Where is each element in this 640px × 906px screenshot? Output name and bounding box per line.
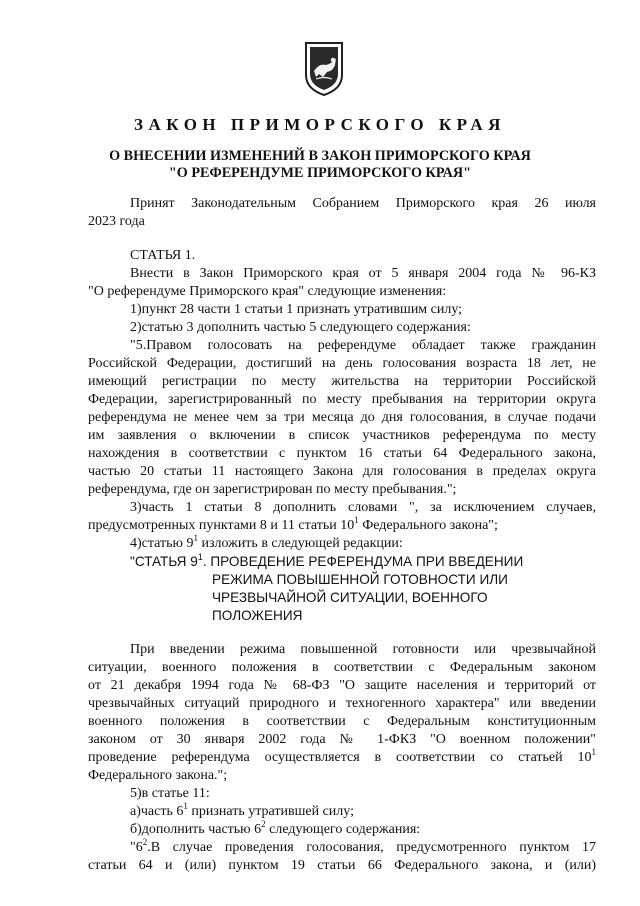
article-9-1-heading: ЧРЕЗВЫЧАЙНОЙ СИТУАЦИИ, ВОЕННОГО bbox=[212, 590, 488, 605]
article-9-1-heading: РЕЖИМА ПОВЫШЕННОЙ ГОТОВНОСТИ ИЛИ bbox=[212, 572, 508, 587]
body-line: 2)статью 3 дополнить частью 5 следующего содержания: bbox=[130, 320, 471, 335]
body-line: При введении режима повышенной готовности или чрезвычайной bbox=[130, 642, 596, 657]
body-line: частью 20 статьи 11 настоящего Закона для голосования в пределах округа bbox=[88, 464, 596, 479]
article-9-1-heading: "СТАТЬЯ $9^1$. ПРОВЕДЕНИЕ РЕФЕРЕНДУМА ПРИ ВВЕДЕНИИ bbox=[130, 552, 524, 569]
article-1-heading: СТАТЬЯ 1. bbox=[130, 248, 196, 263]
body-line: Внести в Закон Приморского края от 5 января 2004 года № 96-КЗ bbox=[130, 266, 596, 281]
adopted-line-2: 2023 года bbox=[88, 214, 145, 229]
body-line: Федерального закона."; bbox=[88, 768, 228, 783]
body-line: законом от 30 января 2002 года № 1-ФКЗ "О военном положении" bbox=[88, 732, 596, 747]
subtitle-line-2: "О РЕФЕРЕНДУМЕ ПРИМОРСКОГО КРАЯ" bbox=[168, 165, 472, 181]
body-line: Федерации, зарегистрированный по месту пребывания на территории округа bbox=[88, 392, 596, 407]
body-line: им заявления о включении в список участников референдума по месту bbox=[88, 428, 596, 443]
body-line: предусмотренных пунктами 8 и 11 статьи $10^1$ Федерального закона"; bbox=[88, 515, 498, 533]
body-line: чрезвычайных ситуаций природного и техногенного характера" или введении bbox=[88, 696, 596, 711]
subtitle-line-1: О ВНЕСЕНИИ ИЗМЕНЕНИЙ В ЗАКОН ПРИМОРСКОГО КРАЯ bbox=[109, 148, 531, 164]
body-line: нахождения в соответствии с пунктом 16 статьи 64 Федерального закона, bbox=[88, 446, 596, 461]
body-line: статьи 64 и (или) пунктом 19 статьи 66 Федерального закона, и (или) bbox=[88, 858, 596, 873]
article-9-1-heading: ПОЛОЖЕНИЯ bbox=[212, 608, 303, 623]
coat-of-arms-emblem bbox=[303, 41, 345, 97]
adopted-line-1: Принят Законодательным Собранием Приморского края 26 июля bbox=[130, 196, 596, 211]
body-line: референдума не менее чем за три месяца до дня голосования, в случае подачи bbox=[88, 410, 596, 425]
document-title: ЗАКОН ПРИМОРСКОГО КРАЯ bbox=[134, 115, 506, 134]
body-line: 3)часть 1 статьи 8 дополнить словами ", за исключением случаев, bbox=[130, 500, 596, 515]
body-line: военного положения в соответствии с Федеральным конституционным bbox=[88, 714, 596, 729]
body-line: 4)статью $9^1$ изложить в следующей редакции: bbox=[130, 533, 403, 551]
body-line: 5)в статье 11: bbox=[130, 786, 210, 801]
body-line: референдума, где он зарегистрирован по месту пребывания."; bbox=[88, 482, 457, 497]
body-line: б)дополнить частью $6^2$ следующего содержания: bbox=[130, 819, 421, 837]
body-line: а)часть $6^1$ признать утратившей силу; bbox=[130, 801, 354, 819]
body-line: "О референдуме Приморского края" следующие изменения: bbox=[88, 284, 447, 299]
body-line: ситуации, военного положения в соответствии с Федеральным законом bbox=[88, 660, 596, 675]
body-line: имеющий регистрации по месту жительства на территории Российской bbox=[88, 374, 596, 389]
body-line: от 21 декабря 1994 года № 68-ФЗ "О защите населения и территорий от bbox=[88, 678, 596, 693]
body-line: "$6^2.В$ случае проведения голосования, предусмотренного пунктом 17 bbox=[130, 837, 596, 855]
body-line: 1)пункт 28 части 1 статьи 1 признать утратившим силу; bbox=[130, 302, 463, 317]
body-line: "5.Правом голосовать на референдуме обладает также гражданин bbox=[130, 338, 596, 353]
body-line: проведение референдума осуществляется в соответствии со статьей $10^1$ bbox=[88, 747, 596, 765]
body-line: Российской Федерации, достигший на день голосования возраста 18 лет, не bbox=[88, 356, 596, 371]
document-subtitle bbox=[90, 148, 550, 182]
